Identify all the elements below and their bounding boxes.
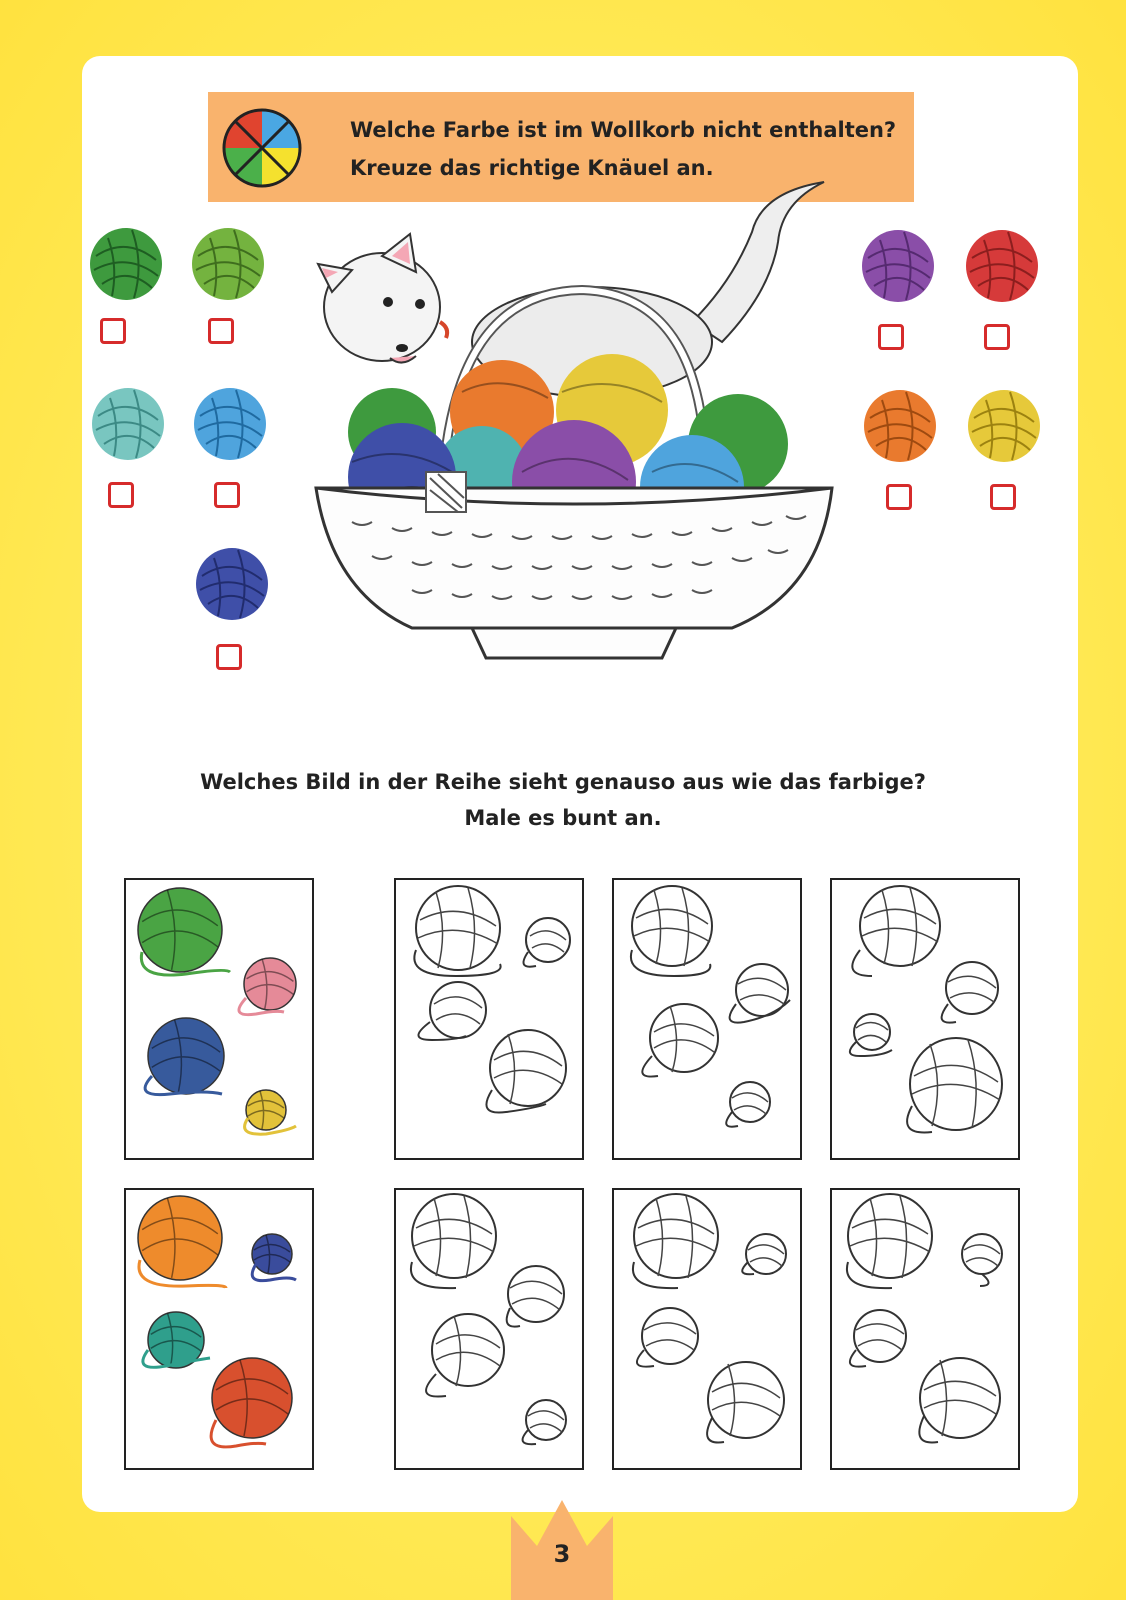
row2-yarn-orange	[138, 1196, 222, 1280]
page-number: 3	[553, 1540, 571, 1568]
cat-eye	[383, 297, 393, 307]
cat-basket-illustration	[312, 172, 836, 682]
row2-option-b-drawing	[614, 1190, 800, 1468]
yarn-option-yellow	[966, 388, 1042, 464]
row1-option-b-drawing	[614, 880, 800, 1158]
task2-instruction-line1: Welches Bild in der Reihe sieht genauso aus wie das farbige?	[200, 770, 926, 794]
row2-option-a-drawing	[396, 1190, 582, 1468]
checkbox-turquoise[interactable]	[108, 482, 134, 508]
basket-bowl	[316, 488, 832, 628]
basket-foot	[472, 628, 676, 658]
cat-nose	[396, 344, 408, 352]
checkbox-purple[interactable]	[878, 324, 904, 350]
row2-option-a[interactable]	[394, 1188, 584, 1470]
row1-option-a-drawing	[396, 880, 582, 1158]
row1-yarn-blue	[148, 1018, 224, 1094]
row2-yarn-red	[212, 1358, 292, 1438]
row1-option-c-drawing	[832, 880, 1018, 1158]
checkbox-light-blue[interactable]	[214, 482, 240, 508]
yarn-option-turquoise	[90, 386, 166, 462]
yarn-option-light-green	[190, 226, 266, 302]
row2-option-b[interactable]	[612, 1188, 802, 1470]
row1-reference-panel	[124, 878, 314, 1160]
row2-colored-yarns	[126, 1190, 312, 1468]
cat-tail	[692, 182, 824, 342]
yarn-option-purple	[860, 228, 936, 304]
checkbox-dark-blue[interactable]	[216, 644, 242, 670]
row2-reference-panel	[124, 1188, 314, 1470]
row1-colored-yarns	[126, 880, 312, 1158]
row2-option-c-drawing	[832, 1190, 1018, 1468]
checkbox-dark-green[interactable]	[100, 318, 126, 344]
row1-option-c[interactable]	[830, 878, 1020, 1160]
row1-option-a[interactable]	[394, 878, 584, 1160]
checkbox-yellow[interactable]	[990, 484, 1016, 510]
row2-option-c[interactable]	[830, 1188, 1020, 1470]
row1-yarn-large	[138, 888, 222, 972]
task2-instruction-line2: Male es bunt an.	[464, 806, 662, 830]
yarn-option-dark-blue	[194, 546, 270, 622]
row1-option-b[interactable]	[612, 878, 802, 1160]
task1-instruction-line2: Kreuze das richtige Knäuel an.	[350, 156, 714, 180]
task1-instruction-line1: Welche Farbe ist im Wollkorb nicht enthalten?	[350, 118, 897, 142]
yarn-option-red	[964, 228, 1040, 304]
color-wheel-icon	[220, 106, 304, 190]
checkbox-light-green[interactable]	[208, 318, 234, 344]
checkbox-orange[interactable]	[886, 484, 912, 510]
yarn-option-dark-green	[88, 226, 164, 302]
yarn-option-light-blue	[192, 386, 268, 462]
yarn-option-orange	[862, 388, 938, 464]
checkbox-red[interactable]	[984, 324, 1010, 350]
